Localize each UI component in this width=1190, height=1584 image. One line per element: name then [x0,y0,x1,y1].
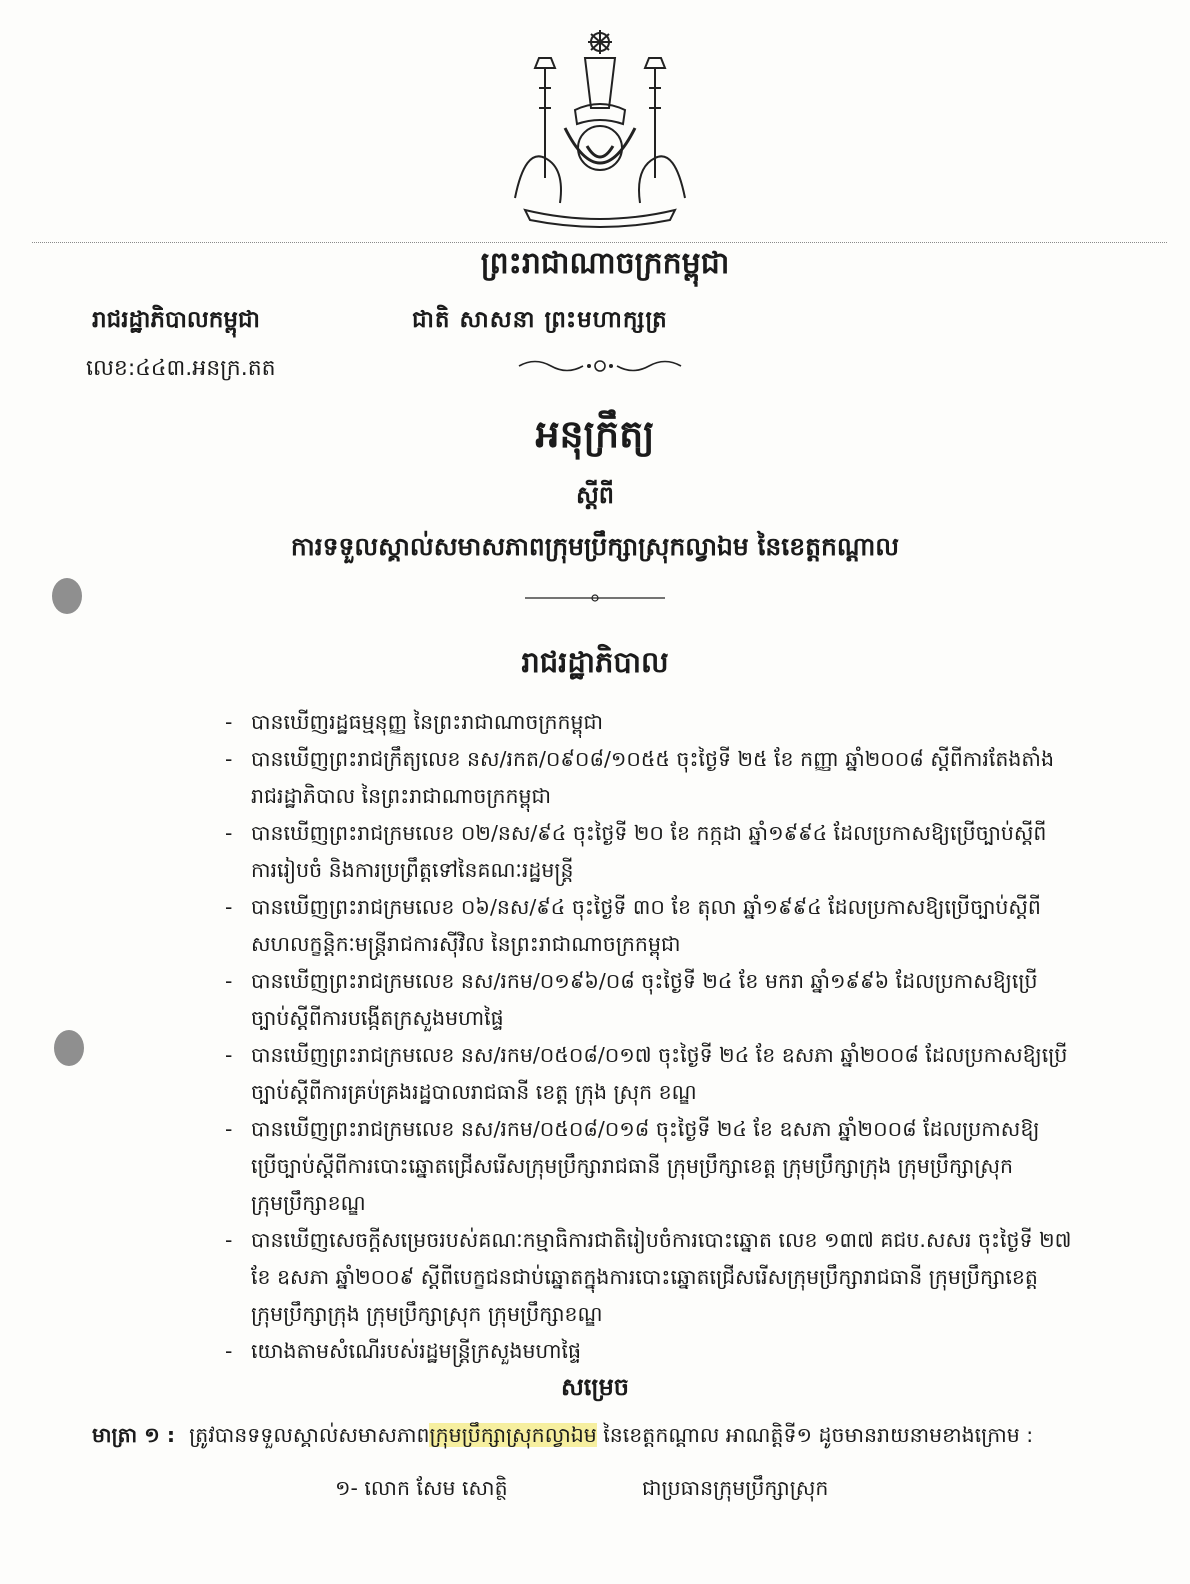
article-text-end: នៃខេត្តកណ្ដាល អាណត្តិទី១ ដូចមានរាយនាមខាងក្រោម : [596,1423,1034,1447]
kingdom-heading: ព្រះរាជាណាចក្រកម្ពុជា [480,246,730,281]
decision-heading: សម្រេច [560,1373,630,1401]
ornament-divider-icon [500,357,700,379]
member-name: ១- លោក សែម សោត្ថិ [335,1476,508,1500]
consideration-item: - បានឃើញព្រះរាជក្រឹត្យលេខ នស/រកត/០៩០៨/១០៥៥ ចុះថ្ងៃទី ២៥ ខែ កញ្ញា ឆ្នាំ២០០៨ ស្ដីពីការតែងតាំង រាជរដ្ឋាភិបាល នៃព្រះរាជាណាចក្រកម្ពុជា [225,747,1054,808]
article-1 [92,1423,1152,1453]
consideration-item: - យោងតាមសំណើរបស់រដ្ឋមន្ត្រីក្រសួងមហាផ្ទៃ [225,1339,582,1363]
punch-hole [52,578,82,614]
authority-heading: រាជរដ្ឋាភិបាល [521,645,669,679]
article-text: ត្រូវបានទទួលស្គាល់សមាសភាព [189,1423,430,1447]
consideration-item: - បានឃើញរដ្ឋធម្មនុញ្ញ នៃព្រះរាជាណាចក្រកម្ពុជា [225,710,604,734]
royal-coat-of-arms-icon [505,28,695,228]
document-about: ស្ដីពី [575,481,615,509]
reference-number: លេខ:៤៤៣.អនក្រ.តត [86,356,276,381]
considerations-list [225,704,1145,1370]
government-name: រាជរដ្ឋាភិបាលកម្ពុជា [92,307,260,333]
divider-ornament-icon [0,592,1190,606]
document-subject: ការទទួលស្គាល់សមាសភាពក្រុមប្រឹក្សាស្រុកល្វាឯម នៃខេត្តកណ្ដាល [290,532,900,561]
consideration-item: - បានឃើញព្រះរាជក្រមលេខ នស/រកម/០៥០៨/០១៨ ចុះថ្ងៃទី ២៤ ខែ ឧសភា ឆ្នាំ២០០៨ ដែលប្រកាសឱ្យ ប្រើច្បាប់ស្ដីពីការបោះឆ្នោតជ្រើសរើសក្រុមប្រឹក្សារាជធានី ក្រុមប្រឹក្សាខេត្ត ក្រុមប្រឹក្សាក្រុង ក្រុមប្រឹក្សាស្រុក ក្រុមប្រឹក្សាខណ្ឌ [225,1117,1040,1215]
consideration-item: - បានឃើញព្រះរាជក្រមលេខ នស/រកម/០១៩៦/០៨ ចុះថ្ងៃទី ២៤ ខែ មករា ឆ្នាំ១៩៩៦ ដែលប្រកាសឱ្យប្រើ ច្បាប់ស្ដីពីការបង្កើតក្រសួងមហាផ្ទៃ [225,969,1038,1030]
consideration-item: - បានឃើញព្រះរាជក្រមលេខ ០២/នស/៩៤ ចុះថ្ងៃទី ២០ ខែ កក្កដា ឆ្នាំ១៩៩៤ ដែលប្រកាសឱ្យប្រើច្បាប់ស្ដីពី ការរៀបចំ និងការប្រព្រឹត្តទៅនៃគណៈរដ្ឋមន្ត្រី [225,821,1047,882]
article-label: មាត្រា ១ : [92,1423,176,1447]
document-type-title: អនុក្រឹត្យ [535,412,655,456]
consideration-item: - បានឃើញព្រះរាជក្រមលេខ នស/រកម/០៥០៨/០១៧ ចុះថ្ងៃទី ២៤ ខែ ឧសភា ឆ្នាំ២០០៨ ដែលប្រកាសឱ្យប្រើ ច្បាប់ស្ដីពីការគ្រប់គ្រងរដ្ឋបាលរាជធានី ខេត្ត ក្រុង ស្រុក ខណ្ឌ [225,1043,1068,1104]
punch-hole [54,1030,84,1066]
member-role: ជាប្រធានក្រុមប្រឹក្សាស្រុក [642,1476,829,1500]
top-rule [32,242,1167,243]
highlighted-council-name: ក្រុមប្រឹក្សាស្រុកល្វាឯម [429,1423,597,1447]
consideration-item: - បានឃើញសេចក្ដីសម្រេចរបស់គណៈកម្មាធិការជាតិរៀបចំការបោះឆ្នោត លេខ ១៣៧ គជប.សសរ ចុះថ្ងៃទី ២៧ ខែ ឧសភា ឆ្នាំ២០០៩ ស្ដីពីបេក្ខជនជាប់ឆ្នោតក្នុងការបោះឆ្នោតជ្រើសរើសក្រុមប្រឹក្សារាជធានី ក្រុមប្រឹក្សាខេត្ត ក្រុមប្រឹក្សាក្រុង ក្រុមប្រឹក្សាស្រុក ក្រុមប្រឹក្សាខណ្ឌ [225,1228,1072,1326]
consideration-item: - បានឃើញព្រះរាជក្រមលេខ ០៦/នស/៩៤ ចុះថ្ងៃទី ៣០ ខែ តុលា ឆ្នាំ១៩៩៤ ដែលប្រកាសឱ្យប្រើច្បាប់ស្ដីពី សហលក្ខន្តិកៈមន្ត្រីរាជការស៊ីវិល នៃព្រះរាជាណាចក្រកម្ពុជា [225,895,1041,956]
national-motto: ជាតិ សាសនា ព្រះមហាក្សត្រ [412,307,668,333]
